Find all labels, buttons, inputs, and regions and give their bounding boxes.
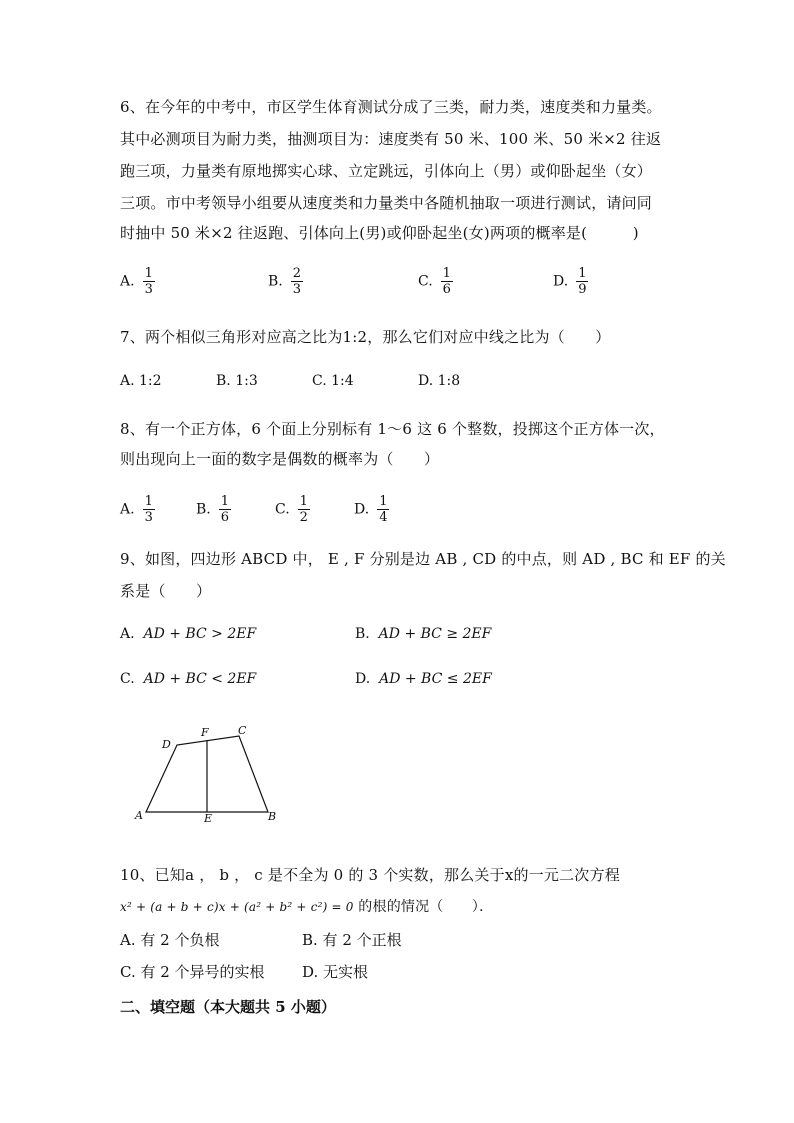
section-heading: 二、填空题（本大题共 5 小题） [120,998,336,1016]
q6-line-2: 其中必测项目为耐力类，抽测项目为：速度类有 50 米、100 米、50 米×2 往返 [120,130,662,148]
q7-option-b: B. 1:3 [216,373,258,389]
option-expression: AD + BC ≥ 2EF [378,626,492,642]
q6-line-4: 三项。市中考领导小组要从速度类和力量类中各随机抽取一项进行测试，请问同 [120,194,653,212]
q8-option-a [120,494,155,525]
option-label: C. [418,273,433,290]
option-expression: AD + BC < 2EF [143,671,257,687]
q8-line-2: 则出现向上一面的数字是偶数的概率为（ ） [120,450,440,468]
option-label: A. [120,273,135,290]
q8-line-1: 8、有一个正方体，6 个面上分别标有 1～6 这 6 个整数，投掷这个正方体一次， [120,420,665,438]
q8-option-d [354,494,389,525]
q7-option-c: C. 1:4 [312,373,354,389]
denominator: 3 [144,510,153,525]
quadratic-equation: x² + (a + b + c)x + (a² + b² + c²) = 0 [120,900,354,914]
option-label: B. [268,273,283,290]
denominator: 3 [292,282,302,297]
denominator: 4 [379,510,388,525]
label-e: E [204,812,213,825]
label-f: F [201,726,209,739]
numerator: 1 [220,494,230,509]
q9-option-c [120,671,256,687]
numerator: 2 [292,266,302,281]
label-a: A [135,809,143,822]
denominator: 6 [220,510,230,525]
numerator: 1 [144,266,153,281]
q6-option-a [120,266,155,297]
q9-line-2: 系是（ ） [120,582,212,600]
label-b: B [268,810,277,823]
q8-option-c [275,494,310,525]
q7-option-d: D. 1:8 [418,373,461,389]
q6-option-c [418,266,453,297]
q10-option-b: B. 有 2 个正根 [302,931,402,949]
numerator: 1 [144,494,153,509]
q10-option-d: D. 无实根 [302,963,369,981]
fraction [441,266,453,297]
q6-line-5: 时抽中 50 米×2 往返跑、引体向上(男)或仰卧起坐(女)两项的概率是( ) [120,224,639,242]
denominator: 3 [144,282,153,297]
option-expression: AD + BC ≤ 2EF [379,671,492,687]
fraction [377,494,389,525]
option-label: D. [354,501,370,518]
option-label: D. [355,671,371,687]
fraction [143,266,155,297]
quadrilateral-figure [125,720,295,830]
label-c: C [238,724,247,737]
q9-option-b [355,626,491,642]
numerator: 1 [442,266,451,281]
denominator: 2 [299,510,308,525]
q10-line-2-tail: 的根的情况（ ）． [353,899,494,915]
numerator: 1 [379,494,388,509]
fraction [143,494,155,525]
option-label: B. [196,501,211,518]
q7-text: 7、两个相似三角形对应高之比为1:2，那么它们对应中线之比为（ ） [120,328,611,346]
option-label: B. [355,626,370,642]
q9-option-d [355,671,492,687]
numerator: 1 [299,494,308,509]
numerator: 1 [578,266,587,281]
label-d: D [162,738,171,751]
fraction [219,494,231,525]
q8-option-b [196,494,231,525]
q10-option-c: C. 有 2 个异号的实根 [120,963,265,981]
q6-option-b [268,266,303,297]
denominator: 6 [442,282,451,297]
q9-line-1: 9、如图，四边形 ABCD 中， E , F 分别是边 AB , CD 的中点，则 AD , BC 和 EF 的关 [120,550,726,568]
option-label: C. [275,501,290,518]
fraction [298,494,310,525]
q6-line-1: 6、在今年的中考中，市区学生体育测试分成了三类，耐力类，速度类和力量类。 [120,98,662,116]
fraction [576,266,588,297]
option-label: D. [553,273,569,290]
q10-line-2 [120,896,493,916]
q9-option-a [120,626,256,642]
fraction [291,266,303,297]
option-label: A. [120,626,135,642]
q10-line-1: 10、已知a ， b ， c 是不全为 0 的 3 个实数，那么关于x的一元二次方程 [120,866,620,884]
q6-option-d [553,266,588,297]
option-expression: AD + BC > 2EF [143,626,257,642]
option-label: C. [120,671,135,687]
q6-line-3: 跑三项，力量类有原地掷实心球、立定跳远，引体向上（男）或仰卧起坐（女） [120,162,653,180]
option-label: A. [120,501,135,518]
denominator: 9 [578,282,587,297]
q7-option-a: A. 1:2 [120,373,162,389]
q10-option-a: A. 有 2 个负根 [120,931,220,949]
